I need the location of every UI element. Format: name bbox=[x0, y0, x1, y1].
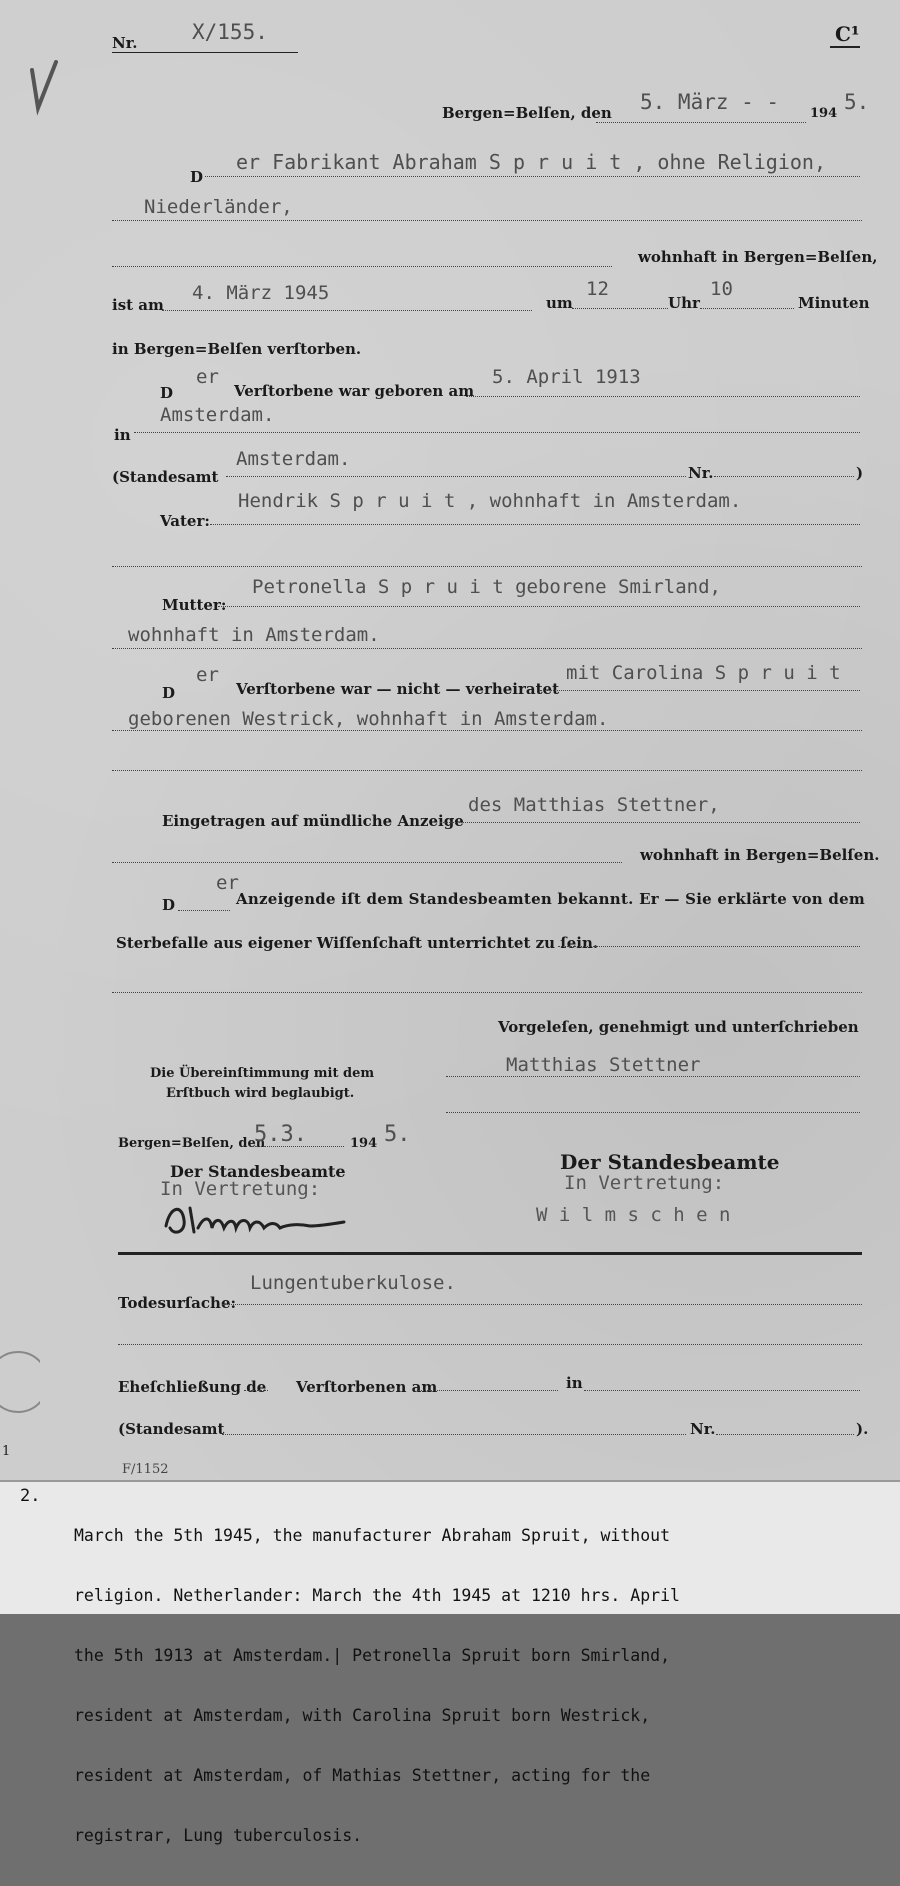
official-left: Der Standesbeamte bbox=[170, 1162, 346, 1181]
marriage-article: D bbox=[162, 684, 176, 702]
certify-line1: Die Übereinſtimmung mit dem bbox=[150, 1066, 375, 1081]
deceased-article: D bbox=[190, 168, 204, 186]
informant-ending: er bbox=[216, 872, 239, 894]
ist-am-label: ist am bbox=[112, 296, 164, 314]
residence-label: wohnhaft in Bergen=Belſen, bbox=[638, 248, 878, 266]
marriage-reg-close: ). bbox=[856, 1420, 869, 1438]
check-mark-icon bbox=[28, 60, 58, 120]
translation-line: registrar, Lung tuberculosis. bbox=[74, 1826, 363, 1845]
um-label: um bbox=[546, 294, 573, 312]
translation-line: resident at Amsterdam, with Carolina Spruit born Westrick, bbox=[74, 1706, 651, 1725]
standesamt-nr-label: Nr. bbox=[688, 464, 714, 482]
in-label: in bbox=[114, 426, 131, 444]
mother-value2: wohnhaft in Amsterdam. bbox=[128, 624, 380, 646]
birth-ending: er bbox=[196, 366, 219, 388]
in-vertretung-left: In Vertretung: bbox=[160, 1178, 321, 1200]
translation-number: 2. bbox=[20, 1486, 41, 1506]
death-place: in Bergen=Belſen verſtorben. bbox=[112, 340, 362, 358]
footer-code: F/1152 bbox=[122, 1462, 169, 1477]
in-vertretung-right: In Vertretung: bbox=[564, 1172, 725, 1194]
birth-label: Verſtorbene war geboren am bbox=[234, 382, 475, 400]
cause-value: Lungentuberkulose. bbox=[250, 1272, 456, 1294]
informant-signature: Matthias Stettner bbox=[506, 1054, 701, 1076]
form-code: C¹ bbox=[835, 22, 860, 46]
translation-line: religion. Netherlander: March the 4th 1945 at 1210 hrs. April bbox=[74, 1586, 680, 1605]
certify-year-prefix: 194 bbox=[350, 1136, 378, 1151]
marriage-reg-nr: Nr. bbox=[690, 1420, 716, 1438]
informant-text2: Sterbefalle aus eigener Wiſſenſchaft unterrichtet zu ſein. bbox=[116, 934, 599, 952]
death-hour: 12 bbox=[586, 278, 609, 300]
nr-value: X/155. bbox=[192, 20, 268, 44]
place-date-label: Bergen=Belſen, den bbox=[442, 104, 612, 122]
mother-label: Mutter: bbox=[162, 596, 227, 614]
marriage-reg-label1: Eheſchließung de bbox=[118, 1378, 267, 1396]
informant-text: Anzeigende iſt dem Standesbeamten bekannt. Er — Sie erklärte von dem bbox=[236, 890, 866, 908]
footer-number: 1 bbox=[2, 1444, 11, 1459]
official-right: Der Standesbeamte bbox=[560, 1150, 780, 1174]
year-suffix: 5. bbox=[844, 90, 870, 114]
nr-label: Nr. bbox=[112, 34, 138, 52]
informant-article: D bbox=[162, 896, 176, 914]
standesamt-close: ) bbox=[856, 464, 864, 482]
birth-place: Amsterdam. bbox=[160, 404, 275, 426]
marriage-reg-label2: Verſtorbenen am bbox=[296, 1378, 438, 1396]
handwritten-signature bbox=[160, 1198, 360, 1238]
father-value: Hendrik S p r u i t , wohnhaft in Amsterdam. bbox=[238, 490, 742, 512]
translation-strip bbox=[0, 1480, 900, 1845]
certify-line2: Erſtbuch wird beglaubigt. bbox=[166, 1086, 355, 1101]
deceased-line2: Niederländer, bbox=[144, 196, 293, 218]
death-minutes: 10 bbox=[710, 278, 733, 300]
cause-label: Todesurſache: bbox=[118, 1294, 237, 1312]
registration-value: des Matthias Stettner, bbox=[468, 794, 720, 816]
translation-text bbox=[74, 1486, 884, 1886]
certify-place-label: Bergen=Belſen, den bbox=[118, 1136, 266, 1151]
birth-article: D bbox=[160, 384, 174, 402]
marriage-reg-in-label: in bbox=[566, 1374, 583, 1392]
registration-residence: wohnhaft in Bergen=Belſen. bbox=[640, 846, 880, 864]
registration-label: Eingetragen auf mündliche Anzeige bbox=[162, 812, 464, 830]
document-date: 5. März - - bbox=[640, 90, 780, 114]
marriage-value2: geborenen Westrick, wohnhaft in Amsterdam. bbox=[128, 708, 609, 730]
standesamt-value: Amsterdam. bbox=[236, 448, 351, 470]
certify-year-suffix: 5. bbox=[384, 1122, 411, 1147]
certify-date: 5.3. bbox=[254, 1122, 307, 1147]
standesamt-label: (Standesamt bbox=[112, 468, 219, 486]
mother-value: Petronella S p r u i t geborene Smirland, bbox=[252, 576, 721, 598]
translation-line: the 5th 1913 at Amsterdam.| Petronella Spruit born Smirland, bbox=[74, 1646, 671, 1665]
uhr-label: Uhr bbox=[668, 294, 700, 312]
marriage-value: mit Carolina S p r u i t bbox=[566, 662, 841, 684]
registrar-name: W i l m s c h e n bbox=[536, 1204, 731, 1226]
father-label: Vater: bbox=[160, 512, 210, 530]
birth-date: 5. April 1913 bbox=[492, 366, 641, 388]
minuten-label: Minuten bbox=[798, 294, 870, 312]
translation-line: resident at Amsterdam, of Mathias Stettner, acting for the bbox=[74, 1766, 651, 1785]
year-prefix: 194 bbox=[810, 106, 838, 121]
archive-stamp-icon bbox=[0, 1350, 40, 1430]
read-approved-label: Vorgeleſen, genehmigt und unterſchrieben bbox=[498, 1018, 859, 1036]
translation-line: March the 5th 1945, the manufacturer Abraham Spruit, without bbox=[74, 1526, 671, 1545]
death-date: 4. März 1945 bbox=[192, 282, 330, 304]
deceased-line1: er Fabrikant Abraham S p r u i t , ohne Religion, bbox=[236, 150, 827, 174]
marriage-label: Verſtorbene war — nicht — verheiratet bbox=[236, 680, 560, 698]
marriage-reg-standesamt: (Standesamt bbox=[118, 1420, 225, 1438]
marriage-ending: er bbox=[196, 664, 219, 686]
